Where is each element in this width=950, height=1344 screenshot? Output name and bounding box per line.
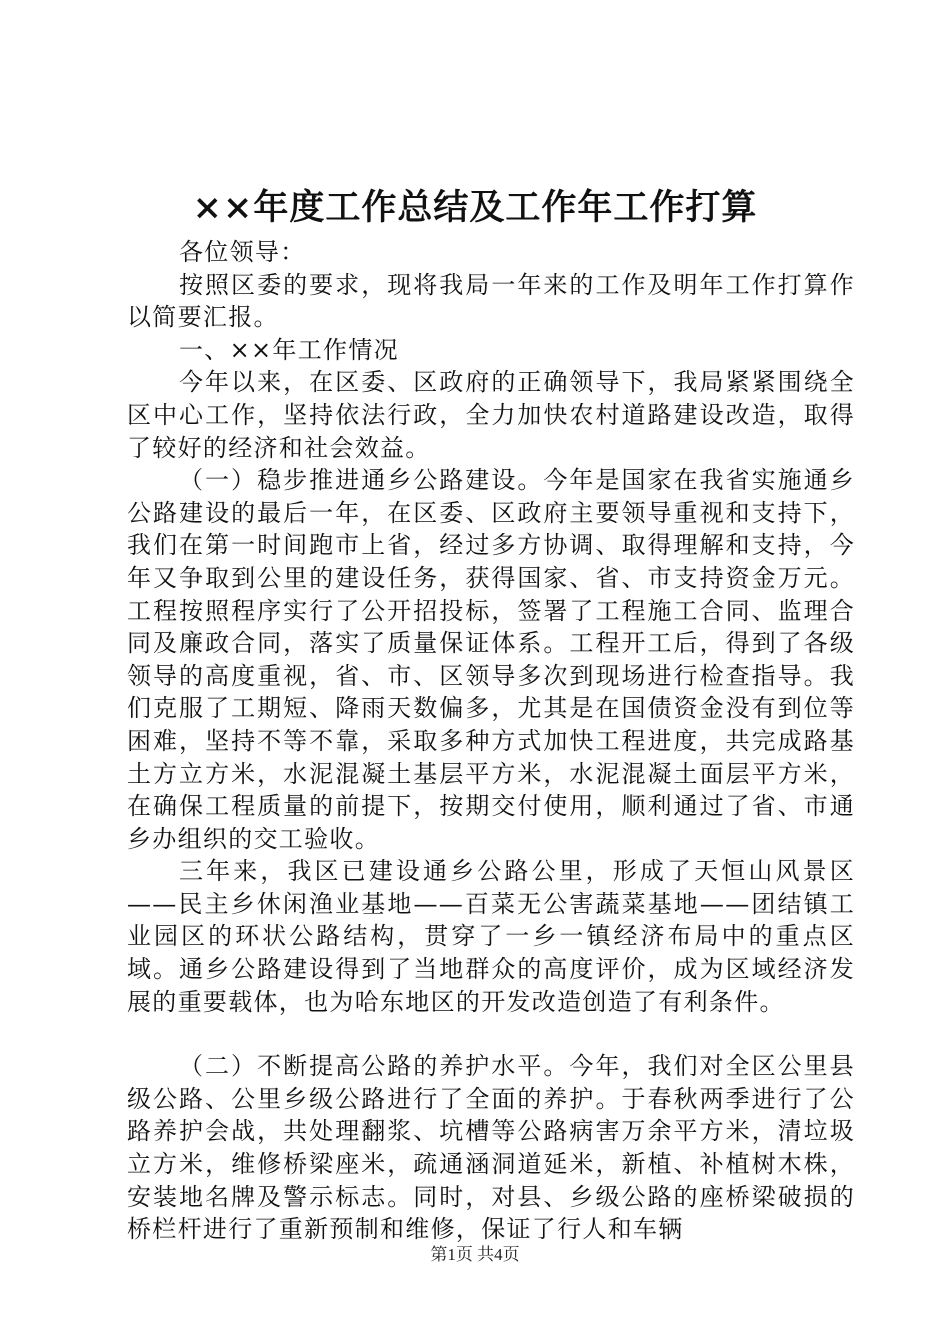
document-title: ××年度工作总结及工作年工作打算 <box>192 187 758 228</box>
body-paragraph: （二）不断提高公路的养护水平。今年，我们对全区公里县级公路、公里乡级公路进行了全面的养护。于春秋两季进行了公路养护会战，共处理翻浆、坑槽等公路病害万余平方米，清垃圾立方米，维修桥梁座米，疏通涵洞道延米，新植、补植树木株，安装地名牌及警示标志。同时，对县、乡级公路的座桥梁破损的桥栏杆进行了重新预制和维修，保证了行人和车辆 <box>127 1052 855 1244</box>
intro-paragraph: 按照区委的要求，现将我局一年来的工作及明年工作打算作以简要汇报。 <box>127 270 855 332</box>
body-paragraph: 今年以来，在区委、区政府的正确领导下，我局紧紧围绕全区中心工作，坚持依法行政，全力加快农村道路建设改造，取得了较好的经济和社会效益。 <box>127 368 855 462</box>
body-paragraph: （一）稳步推进通乡公路建设。今年是国家在我省实施通乡公路建设的最后一年，在区委、区政府主要领导重视和支持下，我们在第一时间跑市上省，经过多方协调、取得理解和支持，今年又争取到公里的建设任务，获得国家、省、市支持资金万元。工程按照程序实行了公开招投标，签署了工程施工合同、监理合同及廉政合同，落实了质量保证体系。工程开工后，得到了各级领导的高度重视，省、市、区领导多次到现场进行检查指导。我们克服了工期短、降雨天数偏多，尤其是在国债资金没有到位等困难，坚持不等不靠，采取多种方式加快工程进度，共完成路基土方立方米，水泥混凝土基层平方米，水泥混凝土面层平方米，在确保工程质量的前提下，按期交付使用，顺利通过了省、市通乡办组织的交工验收。 <box>127 466 855 853</box>
page-number: 第1页 共4页 <box>430 1245 520 1264</box>
document-body <box>127 236 855 1246</box>
section-heading: 一、××年工作情况 <box>179 335 399 364</box>
body-paragraph: 三年来，我区已建设通乡公路公里，形成了天恒山风景区——民主乡休闲渔业基地——百菜无公害蔬菜基地——团结镇工业园区的环状公路结构，贯穿了一乡一镇经济布局中的重点区域。通乡公路建设得到了当地群众的高度评价，成为区域经济发展的重要载体，也为哈东地区的开发改造创造了有利条件。 <box>127 857 855 1016</box>
salutation: 各位领导： <box>179 238 306 266</box>
